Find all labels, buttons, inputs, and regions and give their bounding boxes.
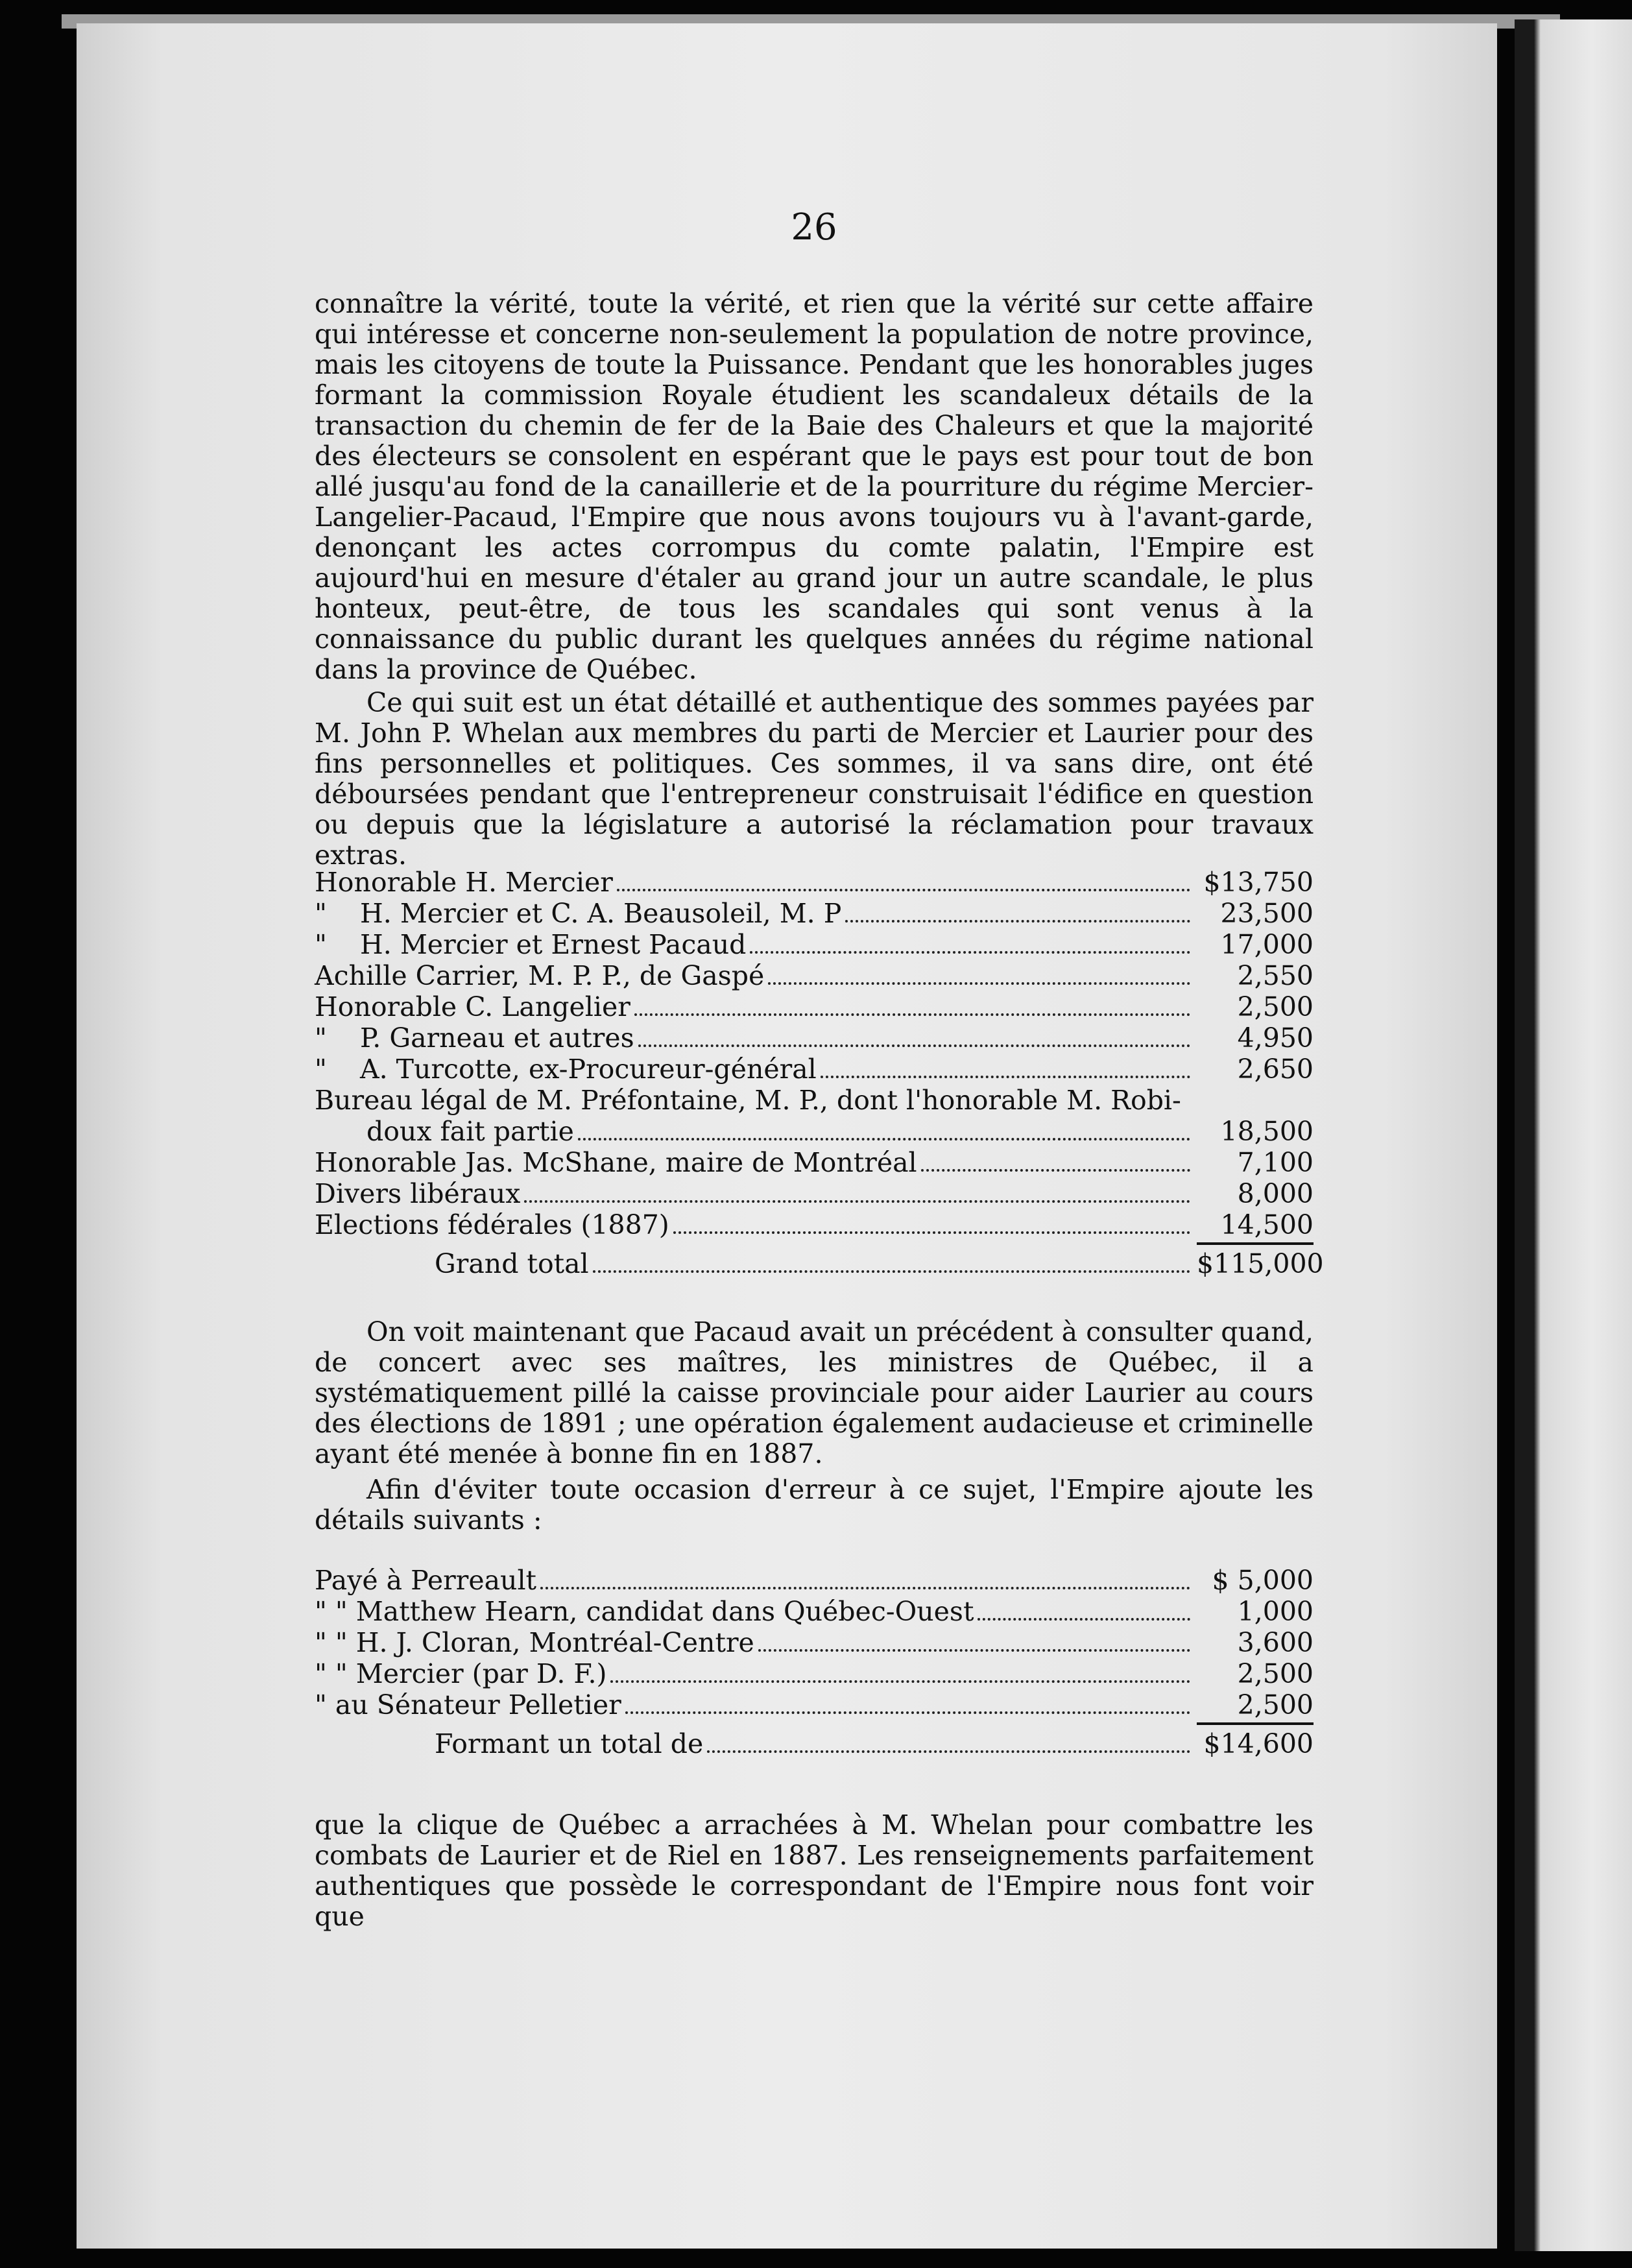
leader-dots (978, 1618, 1190, 1621)
ledger-row-amount: 2,650 (1237, 1054, 1314, 1085)
leader-dots (540, 1587, 1190, 1589)
details-ledger (315, 1565, 1314, 1760)
ditto-mark: " (315, 1054, 327, 1085)
ditto-mark: " (315, 898, 327, 929)
leader-dots (638, 1044, 1190, 1047)
paragraph-3-text: On voit maintenant que Pacaud avait un précédent à consulter quand, de concert avec ses maîtres, les ministres de Québec, il a systématiquement pillé la caisse provinciale pour aider Laurier au cours des élections de 1891 ; une opération également audacieuse et criminelle ayant été menée à bonne fin en 1887. (315, 1316, 1314, 1469)
ledger-row-label: Achille Carrier, M. P. P., de Gaspé (315, 960, 765, 991)
ledger-row-label: Bureau légal de M. Préfontaine, M. P., dont l'honorable M. Robi- (315, 1085, 1181, 1116)
paragraph-4-text: Afin d'éviter toute occasion d'erreur à ce sujet, l'Empire ajoute les détails suivants : (315, 1474, 1314, 1536)
leader-dots (610, 1680, 1190, 1683)
ledger-row (315, 1148, 1314, 1179)
leader-dots (617, 889, 1190, 891)
ledger-row-amount: 2,500 (1237, 1658, 1314, 1689)
ledger-row (315, 1210, 1314, 1241)
leader-dots (673, 1231, 1190, 1234)
ledger-row-amount: 2,500 (1237, 991, 1314, 1022)
ledger-total-label: Grand total (435, 1248, 589, 1279)
ledger-row-label: doux fait partie (366, 1116, 574, 1147)
leader-dots (524, 1200, 1190, 1203)
ledger-row (315, 1023, 1314, 1054)
ledger-row (315, 1565, 1314, 1597)
ledger-row (315, 1597, 1314, 1628)
ledger-row (315, 1690, 1314, 1721)
ledger-row-amount: 2,500 (1237, 1689, 1314, 1720)
ledger-row-label: Payé à Perreault (315, 1565, 537, 1596)
ledger-row (315, 1116, 1314, 1148)
ledger-row (315, 961, 1314, 992)
paragraph-2 (315, 688, 1314, 871)
ledger-row-label: " " H. J. Cloran, Montréal-Centre (315, 1627, 754, 1658)
total-rule (1197, 1242, 1314, 1245)
ledger-row-amount: 4,950 (1237, 1022, 1314, 1054)
ledger-row-amount: $13,750 (1203, 867, 1314, 898)
payments-ledger (315, 867, 1324, 1280)
total-rule (1197, 1722, 1314, 1725)
ledger-total-label: Formant un total de (435, 1728, 704, 1759)
leader-dots (750, 951, 1190, 954)
paragraph-5 (315, 1810, 1314, 1932)
ledger-row-label: Divers libéraux (315, 1178, 521, 1209)
paragraph-5-text: que la clique de Québec a arrachées à M. Whelan pour combattre les combats de Laurier et de Riel en 1887. Les renseignements parfaitement authentiques que possède le correspondant de l'Empire nous font voir que (315, 1809, 1314, 1932)
leader-dots (768, 982, 1190, 985)
ledger-row-amount: 7,100 (1237, 1147, 1314, 1178)
ledger-row-label: A. Turcotte, ex-Procureur-général (360, 1054, 817, 1085)
paragraph-1-text: connaître la vérité, toute la vérité, et rien que la vérité sur cette affaire qui intéresse et concerne non-seulement la population de notre province, mais les citoyens de toute la Puissance. Pendant que les honorables juges formant la commission Royale étudient les scandaleux détails de la transaction du chemin de fer de la Baie des Chaleurs et que la majorité des électeurs se consolent en espérant que le pays est pour tout de bon allé jusqu'au fond de la canaillerie et de la pourriture du régime Mercier-Langelier-Pacaud, l'Empire que nous avons toujours vu à l'avant-garde, denonçant les actes corrompus du comte palatin, l'Empire est aujourd'hui en mesure d'étaler au grand jour un autre scandale, le plus honteux, peut-être, de tous les scandales qui sont venus à la connaissance du public durant les quelques années du régime national dans la province de Québec. (315, 288, 1314, 685)
ledger-row (315, 867, 1314, 899)
ledger-row (315, 899, 1314, 930)
paragraph-3 (315, 1317, 1314, 1469)
ledger-row (315, 1179, 1314, 1210)
ledger-row (315, 1054, 1314, 1085)
ledger-row-label: " au Sénateur Pelletier (315, 1689, 621, 1720)
ledger-row-amount: 2,550 (1237, 960, 1314, 991)
ledger-row-amount: 18,500 (1220, 1116, 1314, 1147)
ledger-row-amount: $ 5,000 (1212, 1565, 1314, 1596)
ledger-row (315, 930, 1314, 961)
ledger-row-amount: 23,500 (1220, 898, 1314, 929)
ledger-row-amount: 14,500 (1220, 1209, 1314, 1240)
adjacent-page-edge (1515, 19, 1632, 2251)
paragraph-1 (315, 289, 1314, 685)
leader-dots (593, 1270, 1190, 1273)
ledger-row-amount: 17,000 (1220, 929, 1314, 960)
ledger-total-row (315, 1248, 1324, 1280)
leader-dots (634, 1013, 1190, 1016)
leader-dots (921, 1169, 1190, 1172)
ledger-row-label: Honorable H. Mercier (315, 867, 613, 898)
ditto-mark: " (315, 1022, 327, 1054)
paragraph-2-text: Ce qui suit est un état détaillé et authentique des sommes payées par M. John P. Whelan aux membres du parti de Mercier et Laurier pour des fins personnelles et politiques. Ces sommes, il va sans dire, ont été déboursées pendant que l'entrepreneur construisait l'édifice en question ou depuis que la législature a autorisé la réclamation pour travaux extras. (315, 687, 1314, 871)
ledger-row-label: Elections fédérales (1887) (315, 1209, 669, 1240)
ledger-row-label: Honorable Jas. McShane, maire de Montréal (315, 1147, 917, 1178)
ledger-row-amount: 1,000 (1237, 1596, 1314, 1627)
leader-dots (578, 1138, 1190, 1140)
leader-dots (758, 1649, 1190, 1652)
ledger-row-label: " " Matthew Hearn, candidat dans Québec-Ouest (315, 1596, 974, 1627)
ledger-total-amount: $115,000 (1197, 1248, 1324, 1279)
ledger-total-amount: $14,600 (1203, 1728, 1314, 1759)
ledger-row-label: Honorable C. Langelier (315, 991, 630, 1022)
ledger-row-amount: 8,000 (1237, 1178, 1314, 1209)
ledger-row (315, 1085, 1314, 1116)
paragraph-4 (315, 1475, 1314, 1536)
ledger-row-label: " " Mercier (par D. F.) (315, 1658, 607, 1689)
ledger-row (315, 1659, 1314, 1690)
page-number: 26 (791, 206, 837, 248)
ledger-row-label: H. Mercier et Ernest Pacaud (360, 929, 747, 960)
ledger-row-amount: 3,600 (1237, 1627, 1314, 1658)
ledger-row (315, 992, 1314, 1023)
ledger-total-row (315, 1729, 1314, 1760)
leader-dots (845, 920, 1190, 923)
leader-dots (821, 1076, 1190, 1078)
ditto-mark: " (315, 929, 327, 960)
leader-dots (625, 1711, 1190, 1714)
ledger-row (315, 1628, 1314, 1659)
ledger-row-label: P. Garneau et autres (360, 1022, 634, 1054)
ledger-row-label: H. Mercier et C. A. Beausoleil, M. P (360, 898, 842, 929)
leader-dots (707, 1750, 1190, 1753)
